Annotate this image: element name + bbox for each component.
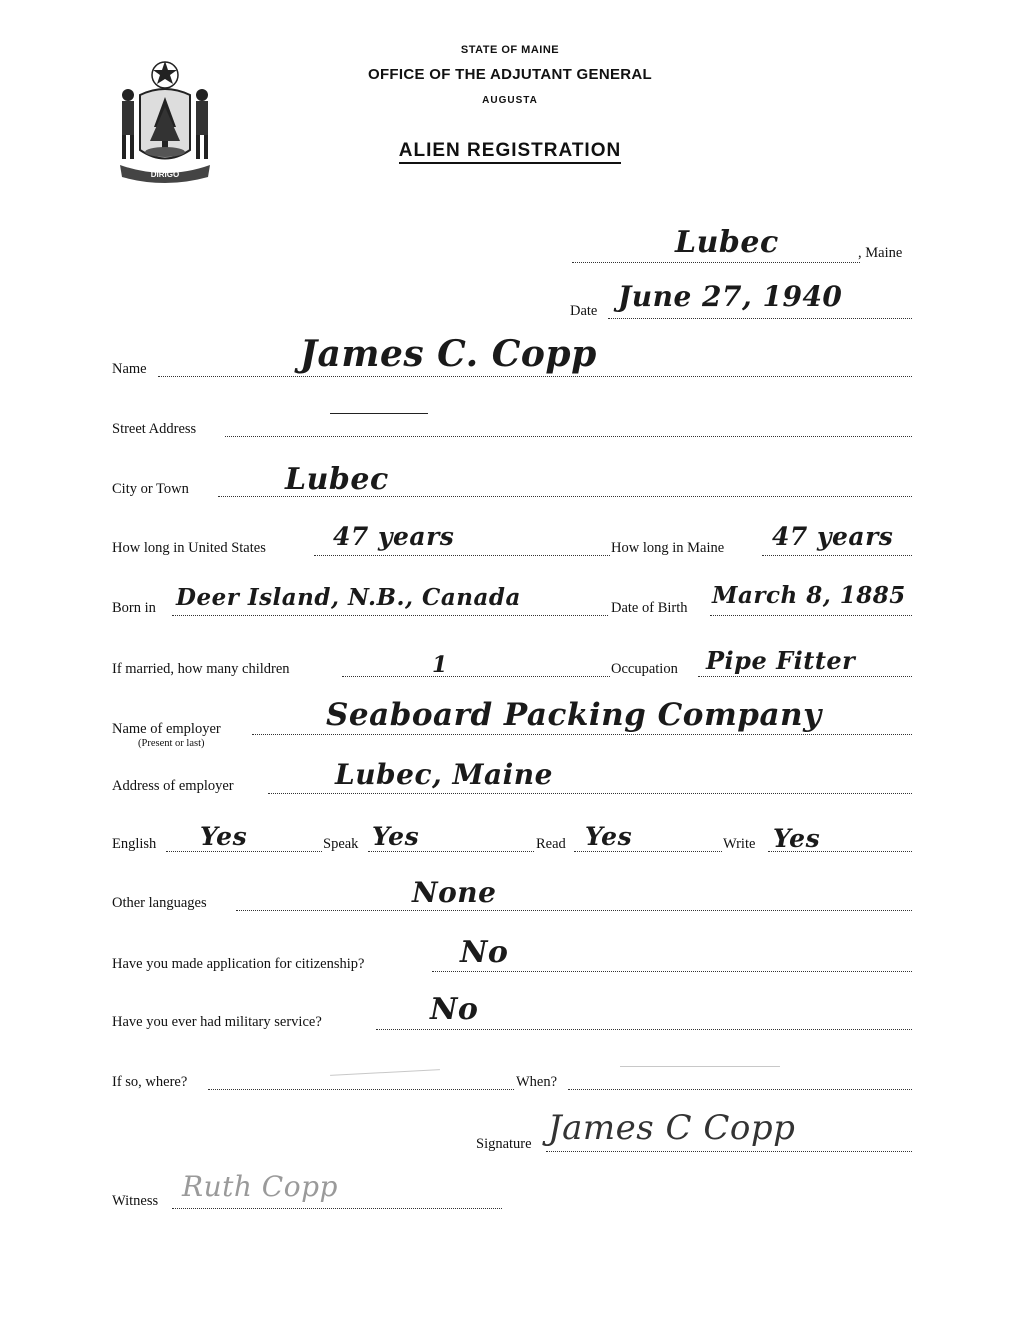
write-label: Write (723, 836, 756, 852)
how-long-us-line (314, 555, 610, 556)
date-of-birth-label: Date of Birth (611, 600, 688, 616)
date-of-birth-line (710, 615, 912, 616)
occupation-value: Pipe Fitter (706, 646, 856, 675)
how-long-maine-label: How long in Maine (611, 540, 725, 556)
name-label: Name (112, 361, 147, 377)
occupation-line (698, 676, 912, 677)
employer-address-value: Lubec, Maine (335, 758, 553, 791)
born-in-label: Born in (112, 600, 156, 616)
form-title (300, 140, 720, 162)
read-value: Yes (585, 822, 633, 851)
witness-label: Witness (112, 1193, 159, 1209)
english-value: Yes (200, 822, 248, 851)
born-in-line (172, 615, 608, 616)
military-line (376, 1029, 912, 1030)
children-label: If married, how many children (112, 661, 290, 677)
citizenship-line (432, 971, 912, 972)
street-address-label: Street Address (112, 421, 197, 437)
speak-line (368, 851, 534, 852)
town-line (572, 262, 860, 263)
employer-name-line (252, 734, 912, 735)
other-languages-label: Other languages (112, 895, 207, 911)
header-state: STATE OF MAINE (460, 44, 560, 56)
born-in-value: Deer Island, N.B., Canada (176, 584, 521, 611)
header-city: AUGUSTA (482, 95, 538, 106)
occupation-label: Occupation (611, 661, 678, 677)
seal-motto: DIRIGO (150, 170, 180, 179)
state-seal (110, 55, 220, 185)
when-value-stroke (620, 1066, 780, 1067)
employer-name-sublabel: (Present or last) (138, 738, 205, 749)
how-long-maine-value: 47 years (772, 522, 894, 551)
city-label: City or Town (112, 481, 189, 497)
maine-seal-icon (110, 55, 220, 185)
name-value: James C. Copp (300, 333, 597, 375)
read-line (574, 851, 722, 852)
english-label: English (112, 836, 157, 852)
write-value: Yes (773, 824, 821, 853)
speak-label: Speak (323, 836, 359, 852)
how-long-us-label: How long in United States (112, 540, 266, 556)
speak-value: Yes (372, 822, 420, 851)
date-label: Date (570, 303, 598, 319)
when-label: When? (516, 1074, 558, 1090)
street-address-line (225, 436, 912, 437)
employer-name-value: Seaboard Packing Company (326, 697, 822, 733)
military-label: Have you ever had military service? (112, 1014, 322, 1030)
street-address-value-dash (330, 413, 428, 414)
town-value: Lubec (675, 225, 779, 260)
date-of-birth-value: March 8, 1885 (712, 582, 906, 609)
children-value: 1 (432, 652, 448, 678)
signature-label: Signature (476, 1136, 532, 1152)
read-label: Read (536, 836, 566, 852)
header-office: OFFICE OF THE ADJUTANT GENERAL (368, 66, 652, 83)
other-languages-value: None (412, 876, 497, 909)
english-line (166, 851, 322, 852)
witness-value: Ruth Copp (182, 1170, 338, 1203)
military-value: No (430, 992, 479, 1027)
citizenship-value: No (460, 935, 509, 970)
how-long-us-value: 47 years (333, 522, 455, 551)
employer-address-label: Address of employer (112, 778, 234, 794)
date-line (608, 318, 912, 319)
signature-value: James C Copp (548, 1108, 796, 1148)
if-so-where-value-stroke (330, 1069, 440, 1076)
if-so-where-line (208, 1089, 514, 1090)
maine-suffix-label: , Maine (858, 245, 903, 261)
employer-address-line (268, 793, 912, 794)
signature-line (546, 1151, 912, 1152)
form-title-text: ALIEN REGISTRATION (399, 140, 621, 164)
name-line (158, 376, 912, 377)
when-line (568, 1089, 912, 1090)
if-so-where-label: If so, where? (112, 1074, 188, 1090)
city-value: Lubec (285, 462, 389, 497)
other-languages-line (236, 910, 912, 911)
date-value: June 27, 1940 (618, 280, 843, 313)
employer-name-label: Name of employer (112, 721, 221, 737)
how-long-maine-line (762, 555, 912, 556)
citizenship-label: Have you made application for citizenship? (112, 956, 365, 972)
witness-line (172, 1208, 502, 1209)
children-line (342, 676, 610, 677)
